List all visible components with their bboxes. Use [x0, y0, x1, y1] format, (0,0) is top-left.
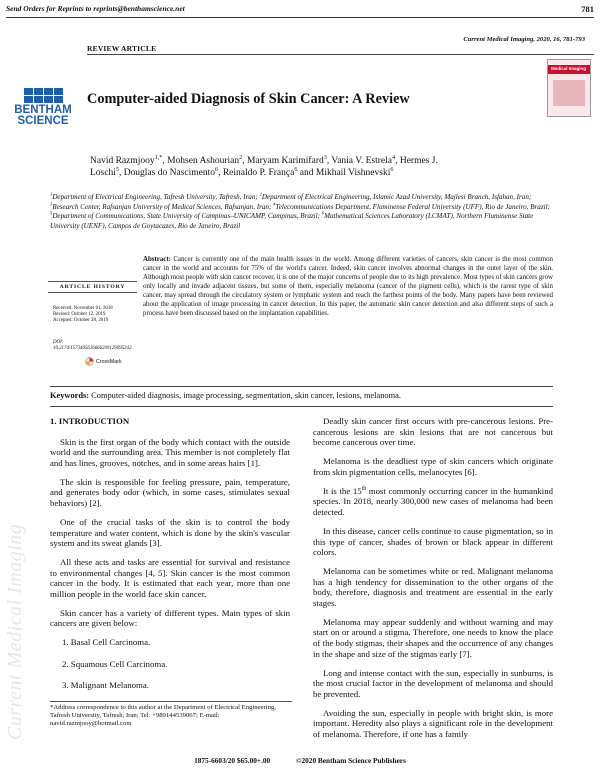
author-line-1: Navid Razmjooy$^{1,*}$, Mohsen Ashourian$^2$, Maryam Karimifard$^3$, Vania V. Estrela$^4$, Hermes J. — [90, 154, 438, 166]
paragraph: Deadly skin cancer first occurs with pre-cancerous lesions. Pre-cancerous lesions are skin lesions that are not cancerous but become cancerous over time. — [313, 416, 553, 448]
issn-price: 1875-6603/20 $65.00+.00 — [194, 756, 271, 765]
accepted-date: Accepted: October 28, 2019 — [53, 318, 109, 323]
left-column — [50, 416, 290, 702]
keywords — [50, 391, 555, 400]
doi-label: DOI: — [53, 340, 64, 345]
logo-mark-icon — [5, 88, 81, 103]
paragraph: Skin cancer has a variety of different types. Main types of skin cancers are given below: — [50, 607, 290, 629]
footnote-rule — [50, 701, 292, 702]
abstract-rule — [50, 386, 553, 387]
cover-title: Medical Imaging — [551, 66, 587, 71]
article-history-heading: ARTICLE HISTORY — [48, 281, 137, 293]
paragraph: Melanoma is the deadliest type of skin cancers which originate from skin pigmentation cells, melanocytes [6]. — [313, 456, 553, 477]
publisher-logo — [5, 88, 81, 127]
journal-cover-thumbnail — [547, 59, 591, 117]
paragraph: In this disease, cancer cells continue to cause pigmentation, so in this type of cancer, shades of brown or black appear in different colors. — [313, 525, 553, 558]
abstract-text: Cancer is currently one of the main health issues in the world. Among different varieties of cancers, skin cancer is the most common cancer in the world and accounts for 75% of the world's cancer. Indeed, skin cancer involves abnormal changes in the outer layer of the skin. Although most people with skin cancer recover, it is one of the major concerns of people due to its high prevalence. Most types of skin cancers grow only locally and invade adjacent tissues, but some of them, especially melanoma (cancer of the pigment cells), which is the rarest type of skin cancer, may spread through the circulatory system or lymphatic system and reach the farthest points of the body. Many papers have been reviewed about the application of image processing in cancer detection. In this paper, the automatic skin cancer detection and also different steps of such a process have been discussed based on the implantation capabilities. — [143, 256, 553, 317]
right-column — [313, 416, 553, 748]
copyright: ©2020 Bentham Science Publishers — [296, 756, 406, 765]
author-line-2: Loschi$^5$, Douglas do Nascimento$^6$, Reinaldo P. França$^6$ and Mikhail Vishnevski$^6$ — [90, 166, 394, 178]
correspondence-footnote — [50, 701, 292, 728]
received-date: Received: November 01, 2018 — [53, 306, 113, 311]
crossmark-badge[interactable] — [85, 357, 122, 366]
article-type-label: REVIEW ARTICLE — [87, 44, 157, 53]
article-title: Computer-aided Diagnosis of Skin Cancer: A Review — [87, 91, 410, 107]
skin-cancer-types-list — [50, 637, 290, 690]
paragraph: It is the 15th most commonly occurring cancer in the humankind species. In 2018, nearly 300,000 new cases of melanoma had been detected. — [313, 485, 554, 517]
watermark: Current Medical Imaging — [4, 523, 26, 740]
doi-link[interactable]: 10.2174/1573405616666200129095242 — [53, 346, 132, 351]
logo-text-line2: SCIENCE — [17, 115, 69, 127]
crossmark-icon — [85, 357, 94, 366]
author-list — [90, 155, 520, 179]
header-rule — [6, 17, 594, 18]
logo-text-line1: BENTHAM — [14, 104, 72, 116]
paragraph: Melanoma may appear suddenly and without warning and may start on or around a stigma. Therefore, one needs to know the place of the body stigmas, their shapes and the occurrence of any changes in the shape and size of the stigmas early [7]. — [313, 616, 553, 659]
footnote-text: *Address correspondence to this author at the Department of Electrical Engineering, Tafresh University, Tafresh, Iran; Tel: +989144539067; E-mail: navid.razmjooy@hotmail.com — [50, 704, 276, 728]
reprint-notice: Send Orders for Reprints to reprints@benthamscience.net — [6, 4, 185, 13]
top-header-bar — [0, 0, 600, 20]
keywords-text: Computer-aided diagnosis, image processing, segmentation, skin cancer, lesions, melanoma. — [91, 391, 401, 400]
abstract — [143, 256, 553, 319]
paragraph: One of the crucial tasks of the skin is to control the body temperature and water content, which is done by the skin's vascular system and its sweat glands [3]. — [50, 516, 290, 549]
list-item: 2. Squamous Cell Carcinoma. — [62, 658, 168, 669]
paragraph: Skin is the first organ of the body which contact with the outside world and the surrounding area. This member is not completely flat and has lines, grooves, notches, and in some areas hairs [1]. — [50, 436, 290, 468]
crossmark-label: CrossMark — [96, 358, 122, 365]
page-footer — [0, 756, 600, 765]
paragraph: Avoiding the sun, especially in people with bright skin, is more important. Heredity also plays a significant role in the development of melanoma. Therefore, if one has a family — [313, 707, 553, 739]
list-item: 1. Basal Cell Carcinoma. — [62, 637, 151, 648]
paragraph: Long and intense contact with the sun, especially in sunburns, is the most crucial factor in the development of melanoma and should be prevented. — [313, 667, 553, 699]
paragraph: All these acts and tasks are essential for survival and resistance to environmental changes [4, 5]. Skin cancer is the most common cancer in the body. It is estimated that each year, more than one million people in the world face skin cancer. — [50, 557, 290, 599]
paragraph: Melanoma can be sometimes white or red. Malignant melanoma has a high tendency for dissemination to the other organs of the body, therefore, diagnosis and treatment are essential in the early stages. — [313, 566, 553, 608]
paragraph: The skin is responsible for feeling pressure, pain, temperature, and generates body odor (which, in some cases, stimulates sexual behaviors) [2]. — [50, 476, 290, 508]
affiliations: $^1$Department of Electrical Engineering, Tafresh University, Tafresh, Iran; $^2$Department of Electrical Engineering, Islamic Azad University, Majlesi Branch, Isfahan, Iran; $^3$Research Center, Rafsanjan University of Medical Sciences, Rafsanjan, Iran; $^4$Telecommunications Department, Fluminense Federal University (UFF), Rio de Janeiro, Brazil; $^5$Department of Communications, State University of Campinas–UNICAMP, Campinas, Brazil; $^6$Mathematical Sciences Laboratory (LCMAT), Northern Fluminense State University (UENF), Campos de Goytacazes, Rio de Janeiro, Brazil — [50, 191, 550, 230]
doi-block — [53, 340, 131, 352]
page-number: 781 — [581, 4, 594, 14]
keywords-label: Keywords: — [50, 391, 90, 400]
section-heading-introduction: 1. INTRODUCTION — [50, 416, 130, 426]
abstract-label: Abstract: — [143, 256, 171, 263]
list-item: 3. Malignant Melanoma. — [62, 680, 149, 691]
keywords-rule — [50, 406, 553, 407]
revised-date: Revised: October 12, 2019 — [53, 312, 106, 317]
article-history-dates — [53, 306, 113, 324]
article-type-rule — [87, 54, 594, 55]
journal-citation: Current Medical Imaging, 2020, 16, 781-793 — [463, 36, 585, 43]
